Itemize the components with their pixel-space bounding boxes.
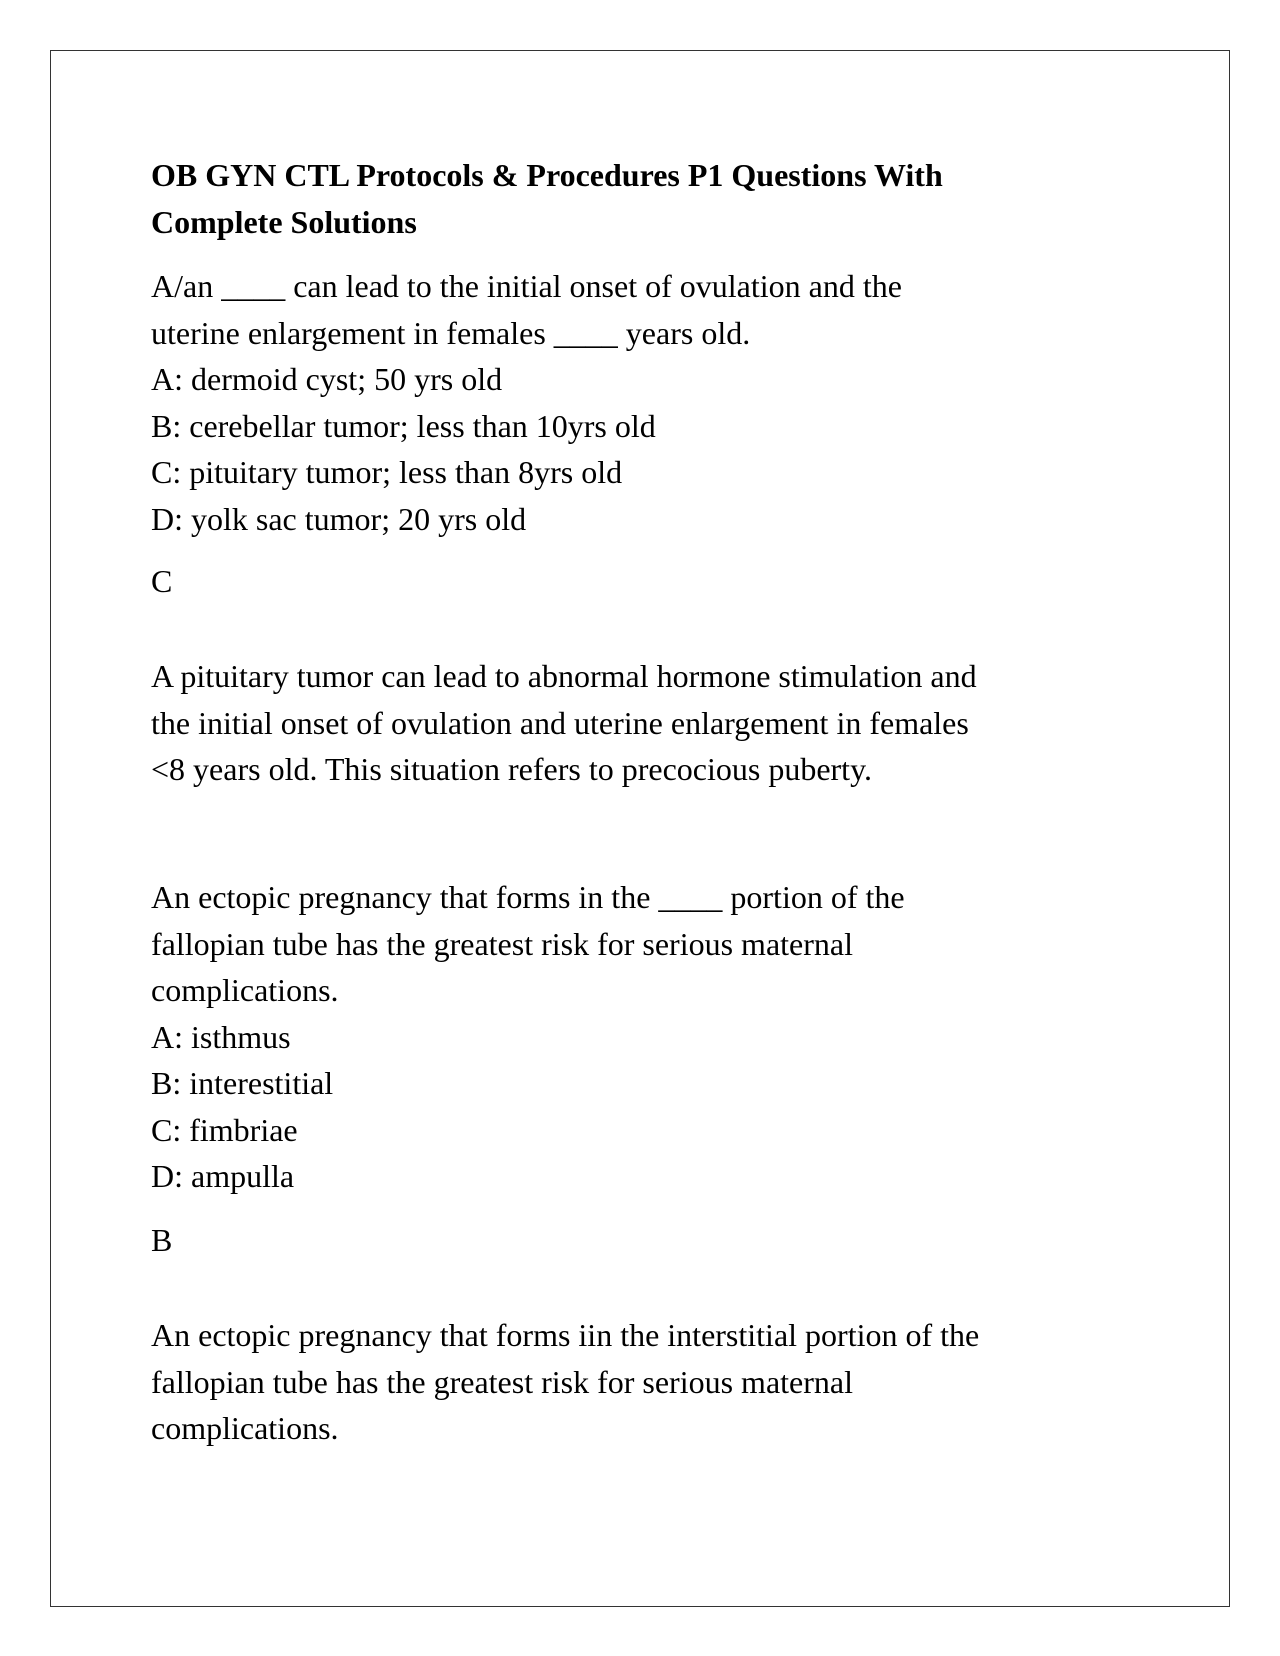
option-c: C: fimbriae — [151, 1111, 298, 1148]
question-text: fallopian tube has the greatest risk for serious maternal — [151, 925, 853, 962]
question-2 — [151, 874, 1161, 1200]
option-d: D: yolk sac tumor; 20 yrs old — [151, 500, 527, 537]
explanation-text: An ectopic pregnancy that forms iin the interstitial portion of the — [151, 1317, 980, 1353]
question-1 — [151, 263, 1161, 542]
option-d: D: ampulla — [151, 1158, 295, 1194]
answer: B — [151, 1222, 173, 1258]
explanation-text: the initial onset of ovulation and uterine enlargement in females — [151, 704, 969, 741]
explanation-text: fallopian tube has the greatest risk for serious maternal — [151, 1363, 853, 1400]
explanation-text: <8 years old. This situation refers to precocious puberty. — [151, 751, 872, 787]
answer-2 — [151, 1217, 1161, 1264]
title-line: OB GYN CTL Protocols & Procedures P1 Questions With — [151, 157, 943, 193]
title-line: Complete Solutions — [151, 203, 417, 240]
question-text: A/an ____ can lead to the initial onset of ovulation and the — [151, 268, 902, 304]
question-text: uterine enlargement in females ____ years old. — [151, 314, 751, 351]
explanation-text: complications. — [151, 1410, 339, 1446]
option-b: B: interestitial — [151, 1065, 334, 1101]
explanation-1 — [151, 653, 1161, 793]
question-text: complications. — [151, 972, 339, 1008]
option-a: A: dermoid cyst; 50 yrs old — [151, 361, 503, 397]
answer: C — [151, 563, 173, 599]
question-text: An ectopic pregnancy that forms in the ____ portion of the — [151, 879, 905, 915]
document-title — [151, 152, 1161, 245]
option-c: C: pituitary tumor; less than 8yrs old — [151, 454, 623, 490]
answer-1 — [151, 558, 1161, 605]
explanation-2 — [151, 1312, 1161, 1452]
option-b: B: cerebellar tumor; less than 10yrs old — [151, 407, 656, 444]
option-a: A: isthmus — [151, 1018, 291, 1055]
explanation-text: A pituitary tumor can lead to abnormal hormone stimulation and — [151, 658, 977, 694]
